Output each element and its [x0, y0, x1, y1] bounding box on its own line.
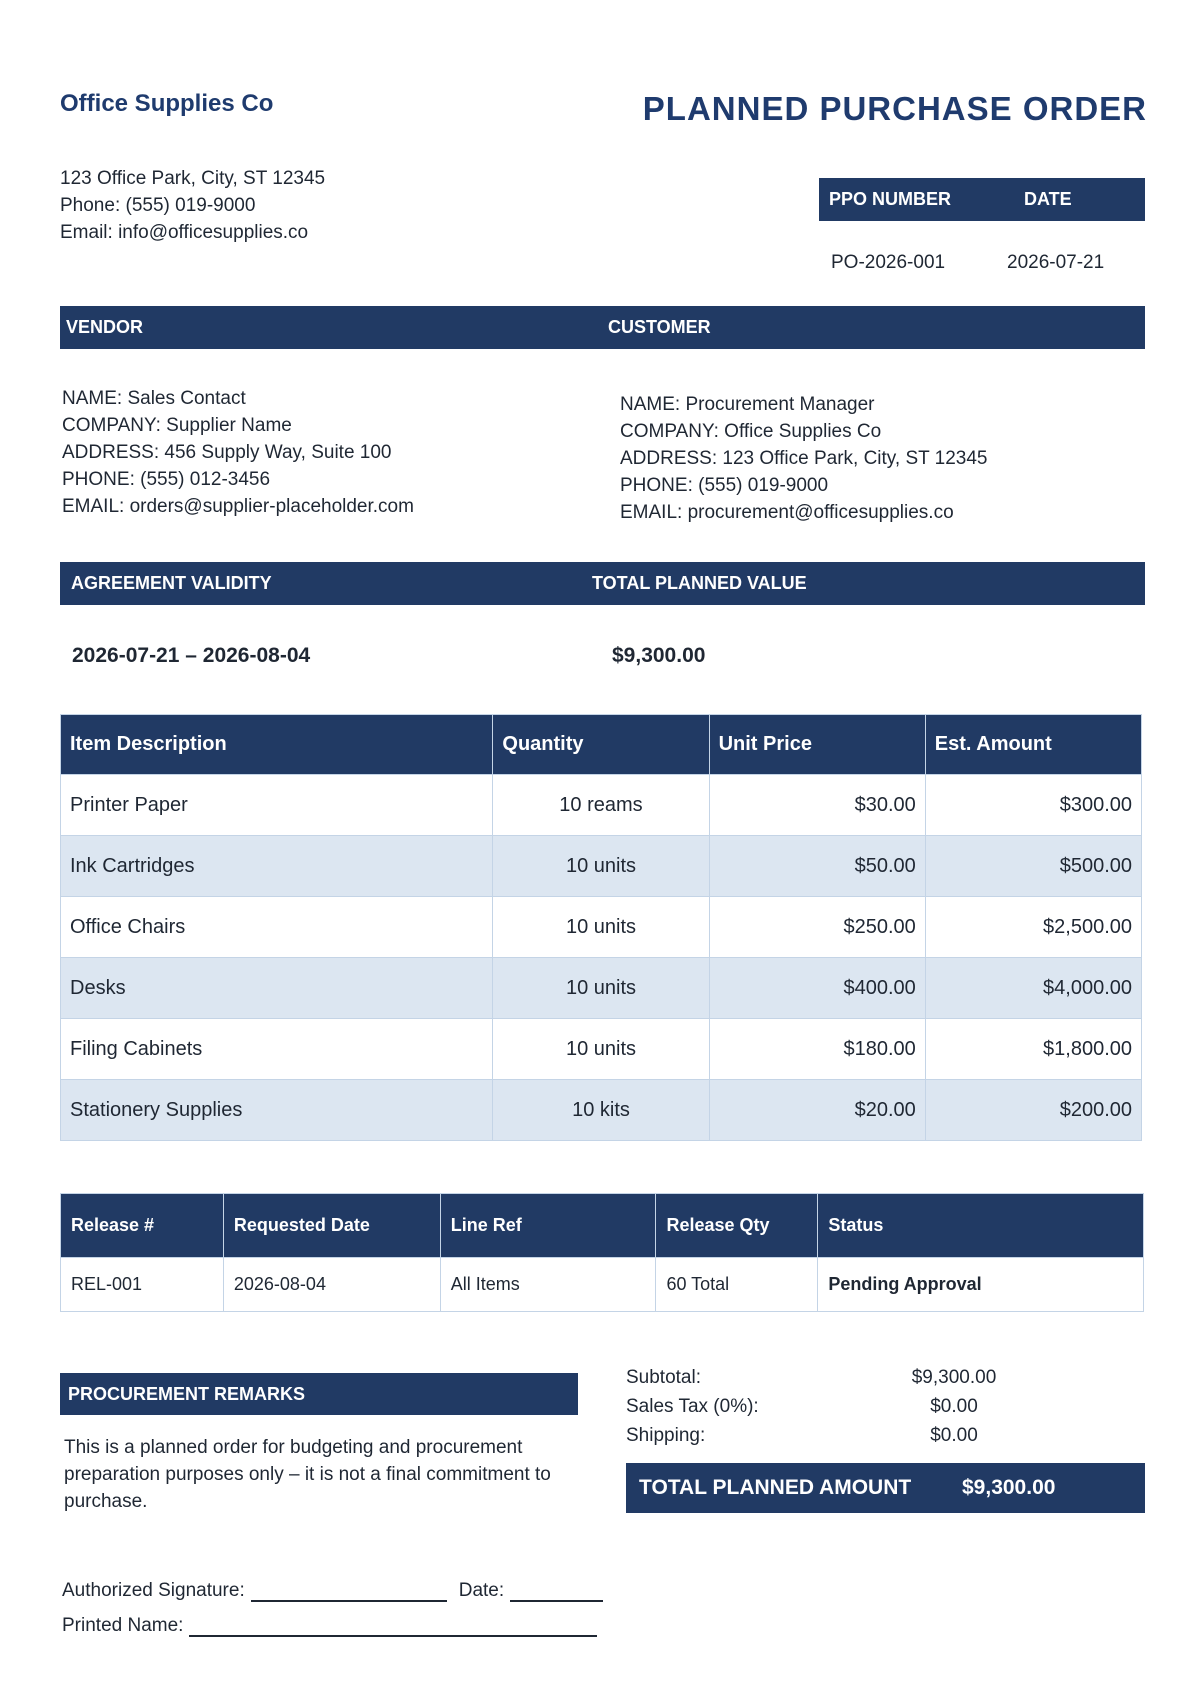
item-amount: $2,500.00: [925, 897, 1141, 958]
item-amount: $200.00: [925, 1080, 1141, 1141]
shipping-value: $0.00: [930, 1425, 978, 1446]
items-table: [60, 714, 1142, 1141]
column-header: Requested Date: [223, 1194, 440, 1258]
release-schedule-table: [60, 1193, 1144, 1312]
authorized-signature-label: Authorized Signature:: [62, 1580, 245, 1601]
customer-heading: CUSTOMER: [608, 317, 711, 337]
printed-name-line[interactable]: [189, 1619, 597, 1637]
item-description: Filing Cabinets: [61, 1019, 493, 1080]
release-status: Pending Approval: [818, 1258, 1144, 1312]
vendor-heading: VENDOR: [66, 317, 144, 337]
release-requested-date: 2026-08-04: [223, 1258, 440, 1312]
item-quantity: 10 units: [493, 1019, 709, 1080]
printed-name-label: Printed Name:: [62, 1615, 184, 1636]
item-unit-price: $20.00: [709, 1080, 925, 1141]
item-description: Desks: [61, 958, 493, 1019]
customer-company: COMPANY: Office Supplies Co: [620, 421, 882, 442]
customer-details: [620, 391, 988, 526]
customer-name: NAME: Procurement Manager: [620, 394, 875, 415]
remarks-heading: PROCUREMENT REMARKS: [60, 1373, 578, 1415]
table-row: [61, 958, 1142, 1019]
column-header: Unit Price: [709, 715, 925, 775]
column-header: Release #: [61, 1194, 224, 1258]
ppo-number-label: PPO NUMBER: [829, 189, 952, 209]
customer-address: ADDRESS: 123 Office Park, City, ST 12345: [620, 448, 988, 469]
table-row: [61, 1019, 1142, 1080]
release-line-ref: All Items: [440, 1258, 656, 1312]
totals-summary: [626, 1363, 1026, 1450]
column-header: Item Description: [61, 715, 493, 775]
agreement-values: [72, 644, 705, 668]
company-email: Email: info@officesupplies.co: [60, 222, 309, 243]
agreement-header: [60, 562, 1145, 605]
item-quantity: 10 units: [493, 958, 709, 1019]
column-header: Est. Amount: [925, 715, 1141, 775]
items-header-row: [61, 715, 1142, 775]
customer-phone: PHONE: (555) 019-9000: [620, 475, 829, 496]
column-header: Line Ref: [440, 1194, 656, 1258]
column-header: Quantity: [493, 715, 709, 775]
item-description: Stationery Supplies: [61, 1080, 493, 1141]
table-row: [61, 1080, 1142, 1141]
signature-date-line[interactable]: [510, 1584, 603, 1602]
grand-total-value: $9,300.00: [962, 1476, 1056, 1499]
total-planned-value: $9,300.00: [612, 644, 706, 667]
tax-row: [626, 1392, 1026, 1421]
release-qty: 60 Total: [656, 1258, 818, 1312]
vendor-phone: PHONE: (555) 012-3456: [62, 469, 271, 490]
subtotal-label: Subtotal:: [626, 1367, 701, 1388]
grand-total-bar: [626, 1463, 1145, 1513]
item-unit-price: $250.00: [709, 897, 925, 958]
vendor-customer-header: [60, 306, 1145, 349]
page-title: PLANNED PURCHASE ORDER: [642, 90, 1147, 127]
column-header: Release Qty: [656, 1194, 818, 1258]
vendor-email: EMAIL: orders@supplier-placeholder.com: [62, 496, 414, 517]
table-row: [61, 1258, 1144, 1312]
ppo-number: PO-2026-001: [831, 252, 946, 273]
item-unit-price: $30.00: [709, 775, 925, 836]
subtotal-value: $9,300.00: [911, 1367, 997, 1388]
agreement-validity: 2026-07-21 – 2026-08-04: [72, 644, 311, 667]
item-quantity: 10 units: [493, 897, 709, 958]
company-phone: Phone: (555) 019-9000: [60, 195, 256, 216]
vendor-name: NAME: Sales Contact: [62, 388, 246, 409]
release-header-row: [61, 1194, 1144, 1258]
column-header: Status: [818, 1194, 1144, 1258]
item-unit-price: $180.00: [709, 1019, 925, 1080]
company-contact: [60, 165, 325, 246]
ppo-date-label: DATE: [1024, 189, 1072, 209]
ppo-date: 2026-07-21: [1007, 252, 1105, 273]
shipping-label: Shipping:: [626, 1425, 706, 1446]
shipping-row: [626, 1421, 1026, 1450]
tax-value: $0.00: [930, 1396, 978, 1417]
item-description: Ink Cartridges: [61, 836, 493, 897]
printed-name-row: [62, 1615, 597, 1637]
vendor-details: [62, 385, 414, 520]
agreement-validity-label: AGREEMENT VALIDITY: [71, 573, 272, 593]
subtotal-row: [626, 1363, 1026, 1392]
item-quantity: 10 kits: [493, 1080, 709, 1141]
release-number: REL-001: [61, 1258, 224, 1312]
item-description: Printer Paper: [61, 775, 493, 836]
authorized-signature-line[interactable]: [251, 1584, 447, 1602]
signature-date-label: Date:: [458, 1580, 505, 1601]
vendor-address: ADDRESS: 456 Supply Way, Suite 100: [62, 442, 392, 463]
item-unit-price: $400.00: [709, 958, 925, 1019]
ppo-header: [819, 178, 1145, 221]
company-name: Office Supplies Co: [60, 90, 274, 117]
vendor-company: COMPANY: Supplier Name: [62, 415, 292, 436]
tax-label: Sales Tax (0%):: [626, 1396, 759, 1417]
company-address: 123 Office Park, City, ST 12345: [60, 168, 326, 189]
customer-email: EMAIL: procurement@officesupplies.co: [620, 502, 954, 523]
item-quantity: 10 units: [493, 836, 709, 897]
item-amount: $4,000.00: [925, 958, 1141, 1019]
item-amount: $300.00: [925, 775, 1141, 836]
item-description: Office Chairs: [61, 897, 493, 958]
item-amount: $500.00: [925, 836, 1141, 897]
total-planned-value-label: TOTAL PLANNED VALUE: [592, 573, 807, 593]
item-unit-price: $50.00: [709, 836, 925, 897]
grand-total-label: TOTAL PLANNED AMOUNT: [639, 1476, 912, 1499]
table-row: [61, 775, 1142, 836]
table-row: [61, 836, 1142, 897]
signature-row: [62, 1580, 603, 1602]
table-row: [61, 897, 1142, 958]
item-quantity: 10 reams: [493, 775, 709, 836]
remarks-text: This is a planned order for budgeting and procurement preparation purposes only – it is not a final commitment to purchase.: [64, 1437, 551, 1512]
item-amount: $1,800.00: [925, 1019, 1141, 1080]
ppo-values: [819, 252, 1145, 274]
